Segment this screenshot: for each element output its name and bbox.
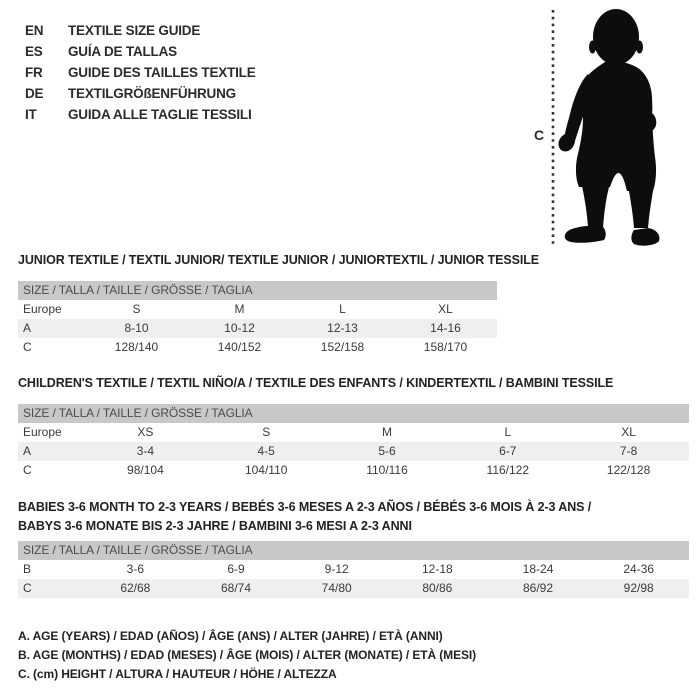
size-cell: 18-24 <box>522 562 554 576</box>
row-label: Europe <box>23 425 62 439</box>
size-cell: 80/86 <box>422 581 453 595</box>
footnote-a: A. AGE (YEARS) / EDAD (AÑOS) / ÂGE (ANS) / ALTER (JAHRE) / ETÀ (ANNI) <box>18 629 443 643</box>
section-title-block <box>18 374 689 393</box>
size-cell: 86/92 <box>523 581 554 595</box>
section-title: BABIES 3-6 MONTH TO 2-3 YEARS / BEBÉS 3-6 MESES A 2-3 AÑOS / BÉBÉS 3-6 MOIS À 2-3 ANS / <box>18 500 592 514</box>
toddler-figure <box>530 0 700 260</box>
size-cell: XL <box>621 425 636 439</box>
size-cell: 158/170 <box>423 340 468 354</box>
language-code: FR <box>25 65 43 80</box>
size-cell: 122/128 <box>606 463 651 477</box>
size-cell: 5-6 <box>378 444 396 458</box>
babies-textile-section <box>18 498 689 598</box>
size-cell: 12-13 <box>327 321 358 335</box>
table-row <box>18 461 689 480</box>
language-title: GUÍA DE TALLAS <box>68 44 177 59</box>
size-cell: 3-6 <box>126 562 144 576</box>
table-row <box>18 319 497 338</box>
language-code: EN <box>25 23 44 38</box>
childrens-textile-section <box>18 374 689 480</box>
footnote-list <box>18 627 476 684</box>
size-cell: 98/104 <box>127 463 164 477</box>
size-header-bar: SIZE / TALLA / TAILLE / GRÖSSE / TAGLIA <box>18 541 689 560</box>
language-row <box>25 41 256 62</box>
size-cell: L <box>504 425 512 439</box>
size-cell: 110/116 <box>366 463 408 477</box>
size-cell: 74/80 <box>321 581 352 595</box>
language-row <box>25 104 256 125</box>
size-cell: L <box>339 302 346 316</box>
size-cell: 116/122 <box>486 463 530 477</box>
size-header-bar: SIZE / TALLA / TAILLE / GRÖSSE / TAGLIA <box>18 281 497 300</box>
size-cell: 9-12 <box>324 562 349 576</box>
language-row <box>25 83 256 104</box>
language-code: IT <box>25 107 37 122</box>
size-cell: 152/158 <box>320 340 365 354</box>
size-cell: 14-16 <box>430 321 461 335</box>
language-title-list <box>25 20 256 125</box>
section-title-block <box>18 498 689 536</box>
row-label: B <box>23 562 32 576</box>
table-row <box>18 442 689 461</box>
size-cell: 8-10 <box>124 321 149 335</box>
table-row <box>18 300 497 319</box>
junior-textile-section <box>18 251 539 357</box>
size-cell: XS <box>137 425 154 439</box>
row-label: C <box>23 463 32 477</box>
language-row <box>25 62 256 83</box>
language-title: GUIDA ALLE TAGLIE TESSILI <box>68 107 252 122</box>
toddler-silhouette-icon <box>558 9 659 246</box>
row-label: C <box>23 340 32 354</box>
language-row <box>25 20 256 41</box>
section-title-line2: BABYS 3-6 MONATE BIS 2-3 JAHRE / BAMBINI 3-6 MESI A 2-3 ANNI <box>18 519 412 533</box>
footnote-b: B. AGE (MONTHS) / EDAD (MESES) / ÂGE (MOIS) / ALTER (MONATE) / ETÀ (MESI) <box>18 648 477 662</box>
size-cell: 4-5 <box>257 444 275 458</box>
size-cell: 104/110 <box>244 463 288 477</box>
table-row <box>18 579 689 598</box>
size-cell: 3-4 <box>136 444 155 458</box>
table-row <box>18 338 497 357</box>
footnote-c: C. (cm) HEIGHT / ALTURA / HAUTEUR / HÖHE / ALTEZZA <box>18 667 337 681</box>
size-cell: 24-36 <box>623 562 655 576</box>
size-header-bar: SIZE / TALLA / TAILLE / GRÖSSE / TAGLIA <box>18 404 689 423</box>
section-title-block <box>18 251 539 270</box>
language-code: ES <box>25 44 43 59</box>
row-label: A <box>23 444 32 458</box>
size-cell: 68/74 <box>220 581 252 595</box>
size-cell: 128/140 <box>114 340 159 354</box>
size-cell: 6-9 <box>227 562 245 576</box>
size-cell: 7-8 <box>619 444 638 458</box>
language-code: DE <box>25 86 44 101</box>
size-cell: XL <box>438 302 453 316</box>
table-row <box>18 423 689 442</box>
size-cell: 10-12 <box>224 321 255 335</box>
size-cell: M <box>234 302 245 316</box>
size-cell: 92/98 <box>623 581 654 595</box>
size-cell: 12-18 <box>422 562 453 576</box>
size-cell: 6-7 <box>499 444 517 458</box>
size-cell: S <box>262 425 271 439</box>
row-label: C <box>23 581 32 595</box>
section-title: JUNIOR TEXTILE / TEXTIL JUNIOR/ TEXTILE JUNIOR / JUNIORTEXTIL / JUNIOR TESSILE <box>18 253 539 267</box>
section-title: CHILDREN'S TEXTILE / TEXTIL NIÑO/A / TEXTILE DES ENFANTS / KINDERTEXTIL / BAMBINI TESSILE <box>18 376 614 390</box>
language-title: TEXTILGRÖßENFÜHRUNG <box>68 86 236 101</box>
language-title: GUIDE DES TAILLES TEXTILE <box>68 65 256 80</box>
size-cell: 62/68 <box>120 581 151 595</box>
size-cell: S <box>132 302 141 316</box>
table-row <box>18 560 689 579</box>
size-cell: 140/152 <box>217 340 262 354</box>
size-cell: M <box>381 425 392 439</box>
row-label: Europe <box>23 302 62 316</box>
row-label: A <box>23 321 32 335</box>
language-title: TEXTILE SIZE GUIDE <box>68 23 201 38</box>
height-measure-label: C <box>534 127 545 143</box>
